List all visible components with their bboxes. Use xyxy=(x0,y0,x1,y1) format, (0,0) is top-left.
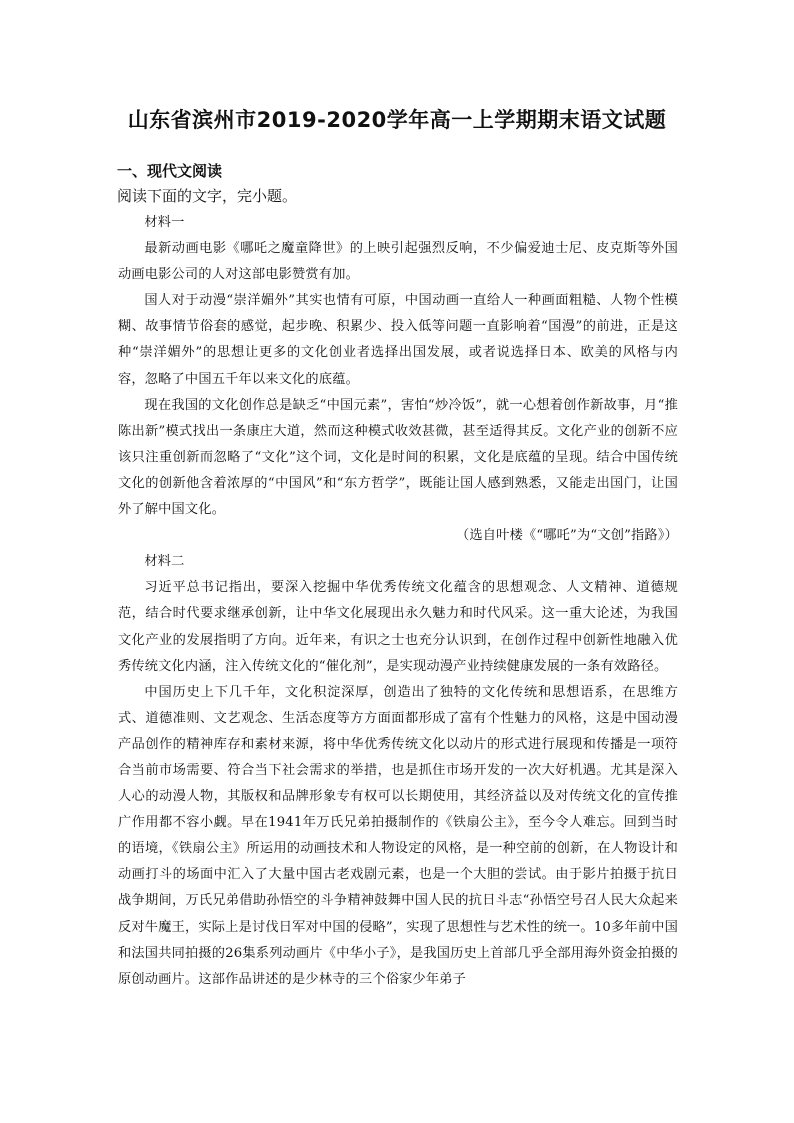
reading-passage xyxy=(118,210,678,993)
material-one-source: （选自叶楼《“哪吒”为“文创”指路》） xyxy=(456,528,678,544)
material-one-paragraph: 国人对于动漫“崇洋媚外”其实也情有可原，中国动画一直给人一种画面粗糙、人物个性模糊、故事情节俗套的感觉，起步晚、积累少、投入低等问题一直影响着“国漫”的前进，正是这种“崇洋媚外”的思想让更多的文化创业者选择出国发展，或者说选择日本、欧美的风格与内容，忽略了中国五千年以来文化的底蕴。 xyxy=(118,293,678,387)
material-one-paragraph: 最新动画电影《哪吒之魔童降世》的上映引起强烈反响，不少偏爱迪士尼、皮克斯等外国动画电影公司的人对这部电影赞赏有加。 xyxy=(118,241,678,283)
material-one-label: 材料一 xyxy=(144,215,185,230)
material-two-paragraph: 中国历史上下几千年，文化积淀深厚，创造出了独特的文化传统和思想语系，在思维方式、道德准则、文艺观念、生活态度等方方面面都形成了富有个性魅力的风格，这是中国动漫产品创作的精神库存和素材来源，将中华优秀传统文化以动片的形式进行展现和传播是一项符合当前市场需要、符合当下社会需求的举措，也是抓住市场开发的一次大好机遇。尤其是深入人心的动漫人物，其版权和品牌形象专有权可以长期使用，其经济益以及对传统文化的宣传推广作用都不容小觑。早在1941年万氏兄弟拍摄制作的《铁扇公主》，至今令人难忘。回到当时的语境，《铁扇公主》所运用的动画技术和人物设定的风格，是一种空前的创新，在人物设计和动画打斗的场面中汇入了大量中国古老戏剧元素，也是一个大胆的尝试。由于影片拍摄于抗日战争期间，万氏兄弟借助孙悟空的斗争精神鼓舞中国人民的抗日斗志“孙悟空号召人民大众起来反对牛魔王，实际上是讨伐日军对中国的侵略”，实现了思想性与艺术性的统一。10多年前中国和法国共同拍摄的26集系列动画片《中华小子》，是我国历史上首部几乎全部用海外资金拍摄的原创动画片。这部作品讲述的是少林寺的三个俗家少年弟子 xyxy=(118,684,678,987)
material-two-label: 材料二 xyxy=(144,554,185,570)
material-two-paragraph: 习近平总书记指出，要深入挖掘中华优秀传统文化蕴含的思想观念、人文精神、道德规范，结合时代要求继承创新，让中华文化展现出永久魅力和时代风采。这一重大论述，为我国文化产业的发展指明了方向。近年来，有识之士也充分认识到，在创作过程中创新性地融入优秀传统文化内涵，注入传统文化的“催化剂”，是实现动漫产业持续健康发展的一条有效路径。 xyxy=(118,580,678,674)
section-heading: 一、现代文阅读 xyxy=(117,162,223,180)
reading-instruction: 阅读下面的文字，完小题。 xyxy=(117,187,298,205)
document-title: 山东省滨州市2019-2020学年高一上学期期末语文试题 xyxy=(127,108,667,132)
material-one-paragraph: 现在我国的文化创作总是缺乏“中国元素”，害怕“炒冷饭”，就一心想着创作新故事，月“推陈出新”模式找出一条康庄大道，然而这种模式收效甚微，甚至适得其反。文化产业的创新不应该只注重创新而忽略了“文化”这个词，文化是时间的积累，文化是底蕴的呈现。结合中国传统文化的创新他含着浓厚的“中国风”和“东方哲学”，既能让国人感到熟悉，又能走出国门，让国外了解中国文化。 xyxy=(118,397,678,518)
